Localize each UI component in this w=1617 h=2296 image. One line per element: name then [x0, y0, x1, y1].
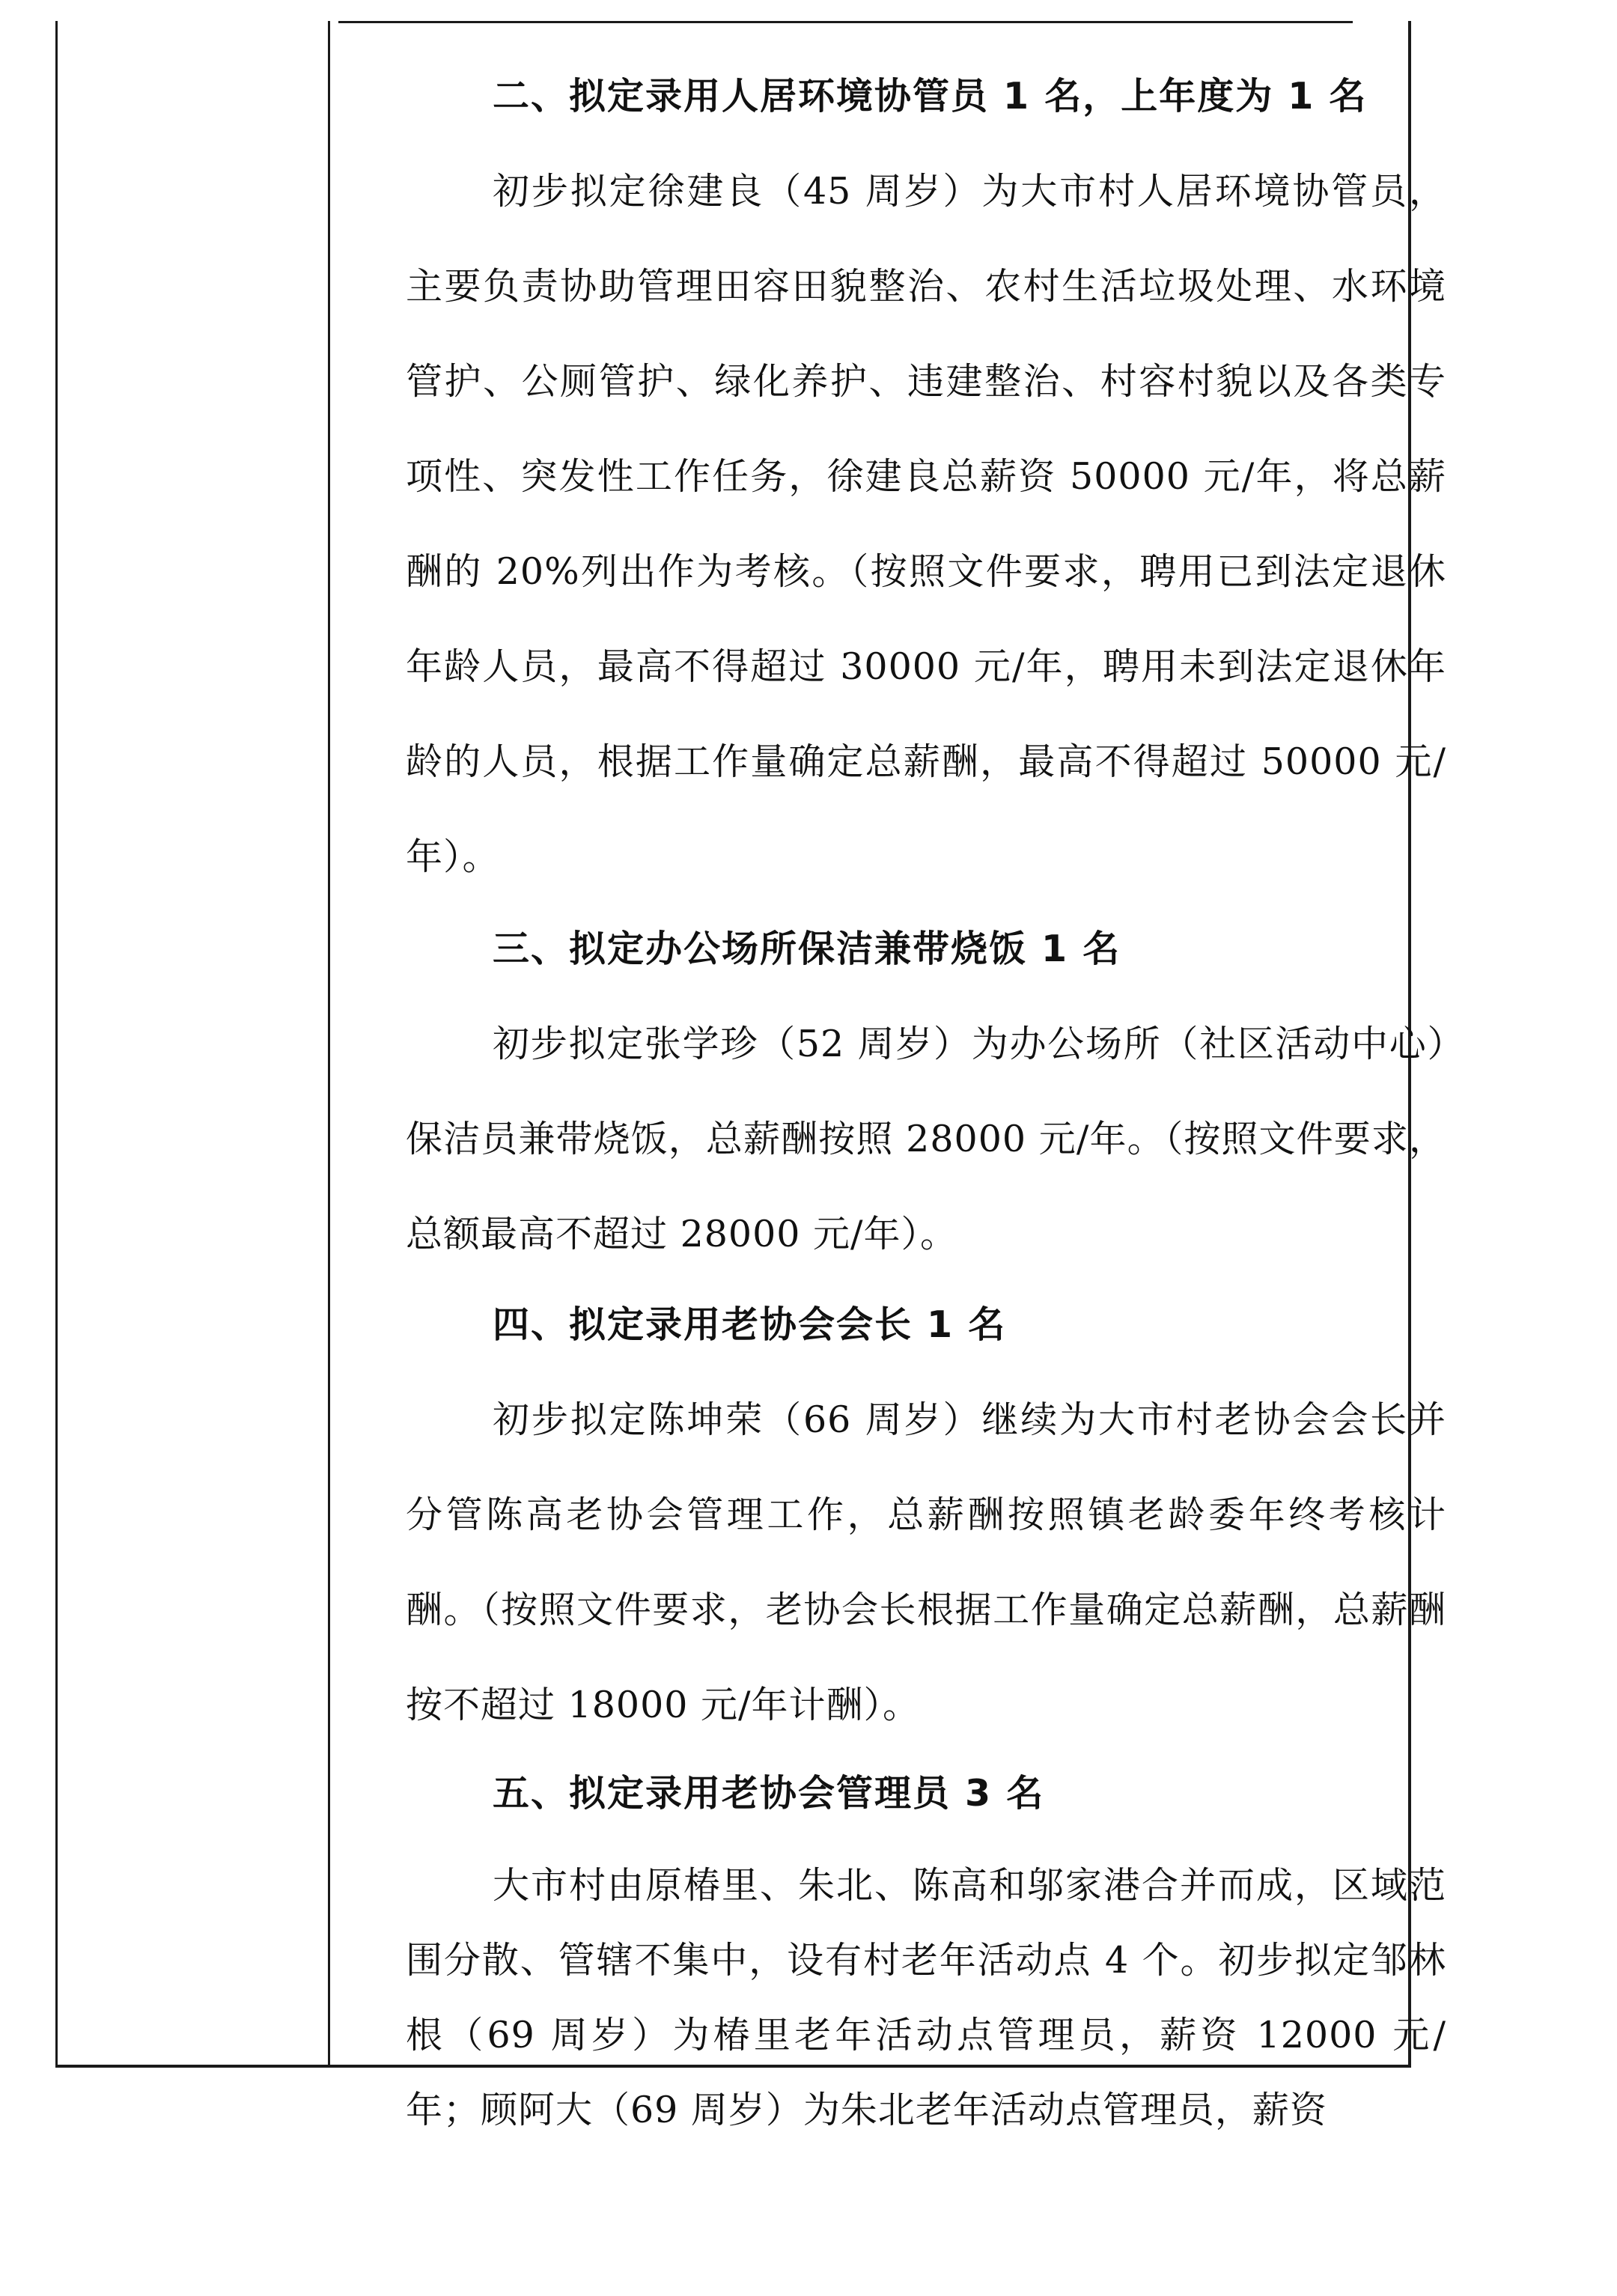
section-paragraph-2: 初步拟定徐建良（45 周岁）为大市村人居环境协管员，主要负责协助管理田容田貌整治、农村生活垃圾处理、水环境管护、公厕管护、绿化养护、违建整治、村容村貌以及各类专项性、突发性工作任务，徐建良总薪资 50000 元/年，将总薪酬的 20%列出作为考核。（按照文件要求，聘用已到法定退休年龄人员，最高不得超过 30000 元/年，聘用未到法定退休年龄的人员，根据工作量确定总薪酬，最高不得超过 50000 元/年）。 [406, 170, 1446, 878]
table-column-divider [328, 21, 330, 2068]
section-body-5 [406, 1841, 1446, 2148]
section-heading-2: 二、拟定录用人居环境协管员 1 名，上年度为 1 名 [493, 75, 1368, 118]
section-paragraph-3: 初步拟定张学珍（52 周岁）为办公场所（社区活动中心）保洁员兼带烧饭，总薪酬按照 28000 元/年。（按照文件要求，总额最高不超过 28000 元/年）。 [406, 1023, 1446, 1255]
section-body-4 [406, 1372, 1446, 1753]
section-paragraph-5: 大市村由原椿里、朱北、陈高和邬家港合并而成，区域范围分散、管辖不集中，设有村老年活动点 4 个。初步拟定邹林根（69 周岁）为椿里老年活动点管理员，薪资 12000 元/年；顾阿大（69 周岁）为朱北老年活动点管理员，薪资 [406, 1864, 1446, 2131]
table-top-border [338, 21, 1353, 23]
section-body-3 [406, 996, 1446, 1282]
document-table [55, 21, 1446, 2131]
section-paragraph-4: 初步拟定陈坤荣（66 周岁）继续为大市村老协会会长并分管陈高老协会管理工作，总薪酬按照镇老龄委年终考核计酬。（按照文件要求，老协会长根据工作量确定总薪酬，总薪酬按不超过 18000 元/年计酬）。 [406, 1398, 1446, 1726]
section-heading-3: 三、拟定办公场所保洁兼带烧饭 1 名 [493, 928, 1121, 970]
section-heading-5: 五、拟定录用老协会管理员 3 名 [493, 1772, 1045, 1815]
table-left-border [55, 21, 58, 2068]
section-body-2 [406, 144, 1446, 904]
section-heading-4: 四、拟定录用老协会会长 1 名 [493, 1303, 1007, 1346]
